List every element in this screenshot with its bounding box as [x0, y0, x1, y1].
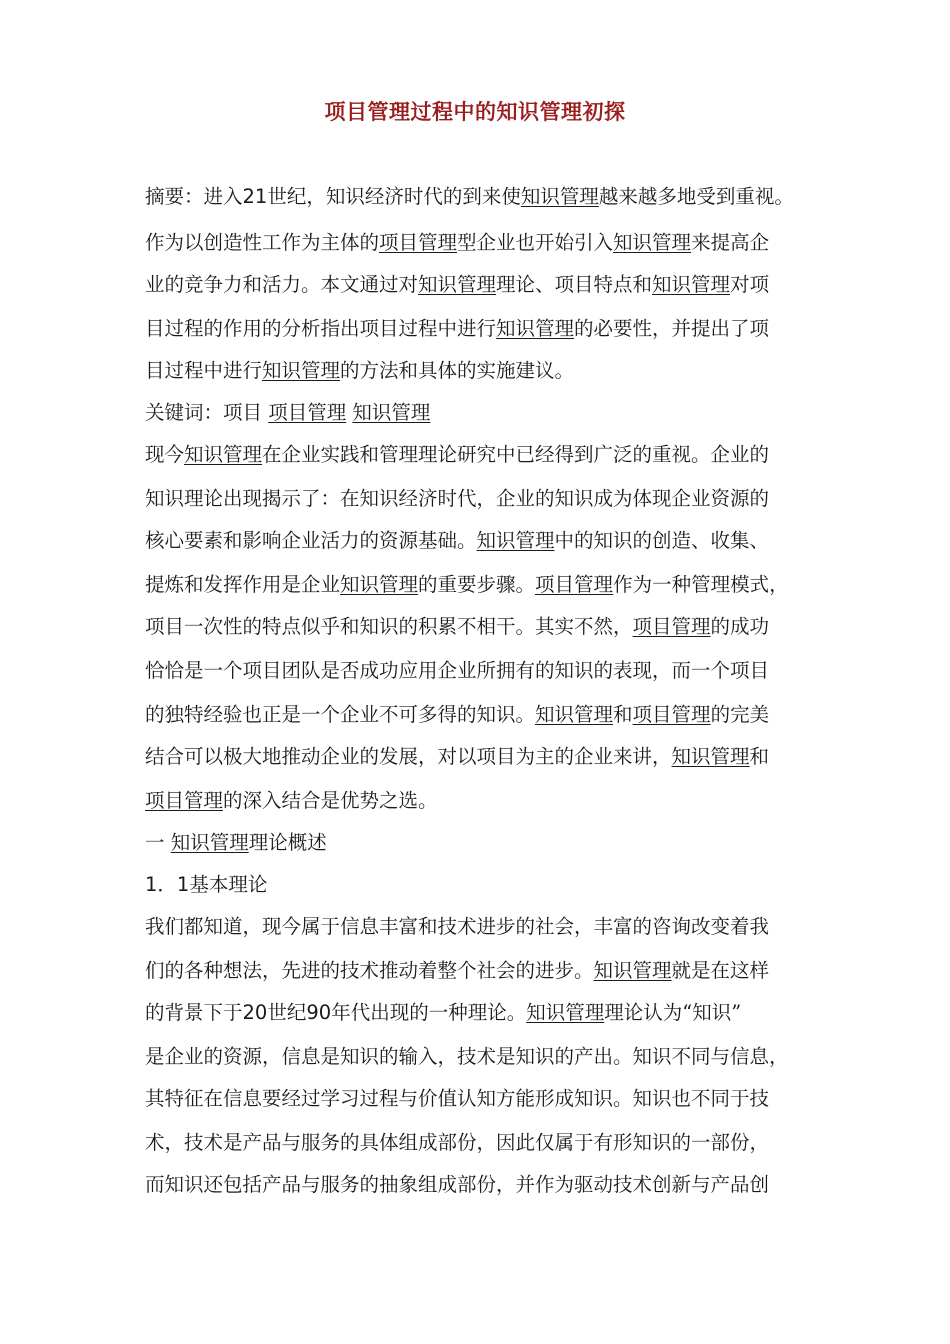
text-run: 我们都知道，现今属于信息丰富和技术进步的社会，丰富的咨询改变着我	[145, 915, 770, 938]
text-run: 核心要素和影响企业活力的资源基础。	[145, 529, 477, 552]
text-run: 恰恰是一个项目团队是否成功应用企业所拥有的知识的表现，而一个项目	[145, 659, 770, 682]
paragraph-line	[145, 787, 438, 815]
paragraph-line	[145, 441, 769, 469]
text-run: 业的竞争力和活力。本文通过对	[145, 273, 419, 296]
text-run: 其特征在信息要经过学习过程与价值认知方能形成知识。知识也不同于技	[145, 1087, 770, 1110]
paragraph-line	[145, 357, 574, 385]
text-run: 理论概述	[248, 831, 327, 854]
text-run: 的深入结合是优势之选。	[223, 789, 438, 812]
text-run: 的独特经验也正是一个企业不可多得的知识。	[145, 703, 536, 726]
term-link: 项目管理	[632, 615, 711, 638]
paragraph-line	[145, 315, 769, 343]
term-link: 知识管理	[340, 573, 419, 596]
text-run: 理论认为“知识”	[604, 1001, 742, 1024]
number-text: 21	[242, 185, 268, 208]
term-link: 知识管理	[418, 273, 497, 296]
text-run: 结合可以极大地推动企业的发展，对以项目为主的企业来讲，	[145, 745, 672, 768]
text-run: 关键词：项目	[145, 401, 269, 424]
paragraph-line	[145, 657, 769, 685]
text-run: 是企业的资源，信息是知识的输入，技术是知识的产出。知识不同与信息，	[145, 1045, 789, 1068]
paragraph-line	[145, 485, 769, 513]
paragraph-line	[145, 957, 769, 985]
paragraph-line	[145, 701, 769, 729]
text-run: 和	[749, 745, 770, 768]
text-run: 术，技术是产品与服务的具体组成部份，因此仅属于有形知识的一部份，	[145, 1131, 770, 1154]
term-link: 知识管理	[352, 401, 431, 424]
text-run: 的重要步骤。	[418, 573, 536, 596]
text-run: 在企业实践和管理理论研究中已经得到广泛的重视。企业的	[262, 443, 770, 466]
text-run: 的方法和具体的实施建议。	[340, 359, 575, 382]
paragraph-line	[145, 913, 769, 941]
text-run: 年代出现的一种理论。	[331, 1001, 527, 1024]
paragraph-line	[145, 999, 741, 1027]
text-run: 基本理论	[189, 873, 268, 896]
text-run: 知识理论出现揭示了：在知识经济时代，企业的知识成为体现企业资源的	[145, 487, 770, 510]
text-run: 的必要性，并提出了项	[574, 317, 770, 340]
document-title: 项目管理过程中的知识管理初探	[324, 100, 626, 124]
text-run: 目过程的作用的分析指出项目过程中进行	[145, 317, 497, 340]
paragraph-line	[145, 1043, 789, 1071]
term-link: 知识管理	[262, 359, 341, 382]
paragraph-line	[145, 871, 267, 899]
text-run: 提炼和发挥作用是企业	[145, 573, 341, 596]
text-run: 和	[613, 703, 633, 726]
term-link: 项目管理	[268, 401, 347, 424]
number-text: 90	[306, 1001, 332, 1024]
text-run: 型企业也开始引入	[457, 231, 614, 254]
text-run: 作为一种管理模式，	[613, 573, 789, 596]
term-link: 知识管理	[496, 317, 575, 340]
term-link: 知识管理	[652, 273, 731, 296]
paragraph-line	[145, 183, 794, 211]
paragraph-line	[145, 1171, 769, 1199]
number-text: 20	[242, 1001, 268, 1024]
term-link: 知识管理	[593, 959, 672, 982]
text-run: 世纪，知识经济时代的到来使	[267, 185, 521, 208]
term-link: 知识管理	[184, 443, 263, 466]
paragraph-line	[145, 743, 769, 771]
term-link: 知识管理	[535, 703, 614, 726]
term-link: 项目管理	[632, 703, 711, 726]
term-link: 知识管理	[170, 831, 249, 854]
text-run: 们的各种想法，先进的技术推动着整个社会的进步。	[145, 959, 594, 982]
text-run: 对项	[730, 273, 770, 296]
paragraph-line	[145, 229, 769, 257]
term-link: 知识管理	[526, 1001, 605, 1024]
text-run: 的完美	[710, 703, 770, 726]
paragraph-line	[145, 1129, 769, 1157]
number-text: 1．1	[145, 873, 190, 896]
text-run: 一	[145, 831, 171, 854]
paragraph-line	[145, 1085, 769, 1113]
text-run: 的背景下于	[145, 1001, 243, 1024]
term-link: 项目管理	[535, 573, 614, 596]
term-link: 知识管理	[671, 745, 750, 768]
text-run: 作为以创造性工作为主体的	[145, 231, 380, 254]
term-link: 知识管理	[476, 529, 555, 552]
text-run: 就是在这样	[671, 959, 770, 982]
paragraph-line	[145, 571, 789, 599]
term-link: 项目管理	[379, 231, 458, 254]
paragraph-line	[145, 399, 430, 427]
text-run: 中的知识的创造、收集、	[554, 529, 770, 552]
term-link: 知识管理	[520, 185, 599, 208]
paragraph-line	[145, 271, 769, 299]
paragraph-line	[145, 829, 327, 857]
term-link: 项目管理	[145, 789, 224, 812]
text-run: 越来越多地受到重视。	[598, 185, 794, 208]
text-run: 来提高企	[691, 231, 770, 254]
text-run: 世纪	[267, 1001, 307, 1024]
text-run: 的成功	[710, 615, 770, 638]
paragraph-line	[145, 527, 769, 555]
term-link: 知识管理	[613, 231, 692, 254]
text-run: 现今	[145, 443, 185, 466]
paragraph-line	[145, 613, 769, 641]
text-run: 摘要：进入	[145, 185, 243, 208]
text-run: 项目一次性的特点似乎和知识的积累不相干。其实不然，	[145, 615, 633, 638]
text-run: 而知识还包括产品与服务的抽象组成部份，并作为驱动技术创新与产品创	[145, 1173, 770, 1196]
text-run: 目过程中进行	[145, 359, 263, 382]
text-run: 理论、项目特点和	[496, 273, 653, 296]
